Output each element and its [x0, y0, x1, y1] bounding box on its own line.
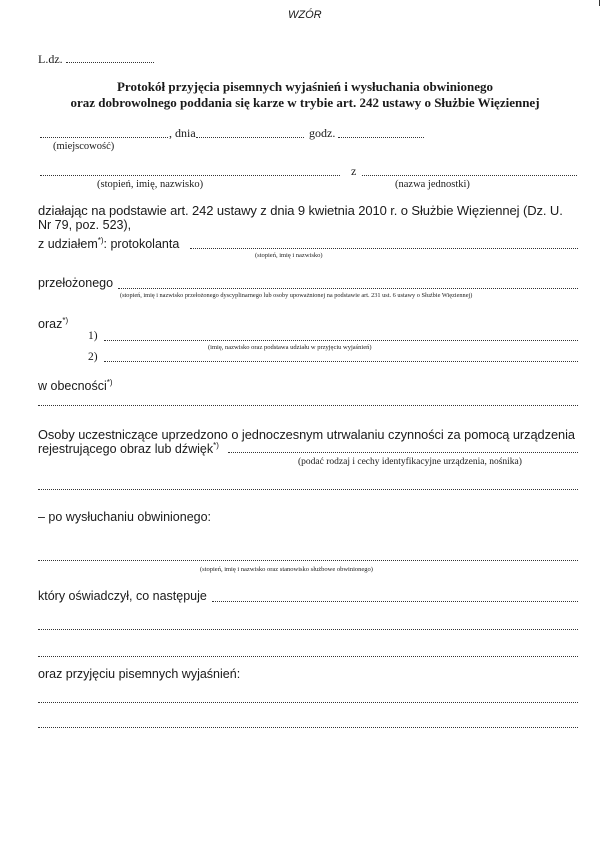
time-field[interactable]: [338, 137, 424, 138]
participant-2-field[interactable]: [104, 361, 578, 362]
footnote-mark: *): [106, 378, 113, 387]
explanations-field-2[interactable]: [38, 727, 578, 728]
place-field[interactable]: [40, 137, 168, 138]
superior-label: przełożonego: [38, 276, 114, 290]
oraz-line: [38, 316, 68, 331]
date-label: , dnia: [169, 126, 196, 140]
rank-name-caption: (stopień, imię, nazwisko): [97, 179, 204, 190]
written-explanations-label: oraz przyjęciu pisemnych wyjaśnień:: [38, 667, 241, 681]
participant-2-number: 2): [88, 351, 98, 363]
statement-label: który oświadczył, co następuje: [38, 589, 207, 603]
hearing-label: – po wysłuchaniu obwinionego:: [38, 510, 212, 524]
rank-name-field[interactable]: [40, 175, 340, 176]
recorder-caption: (stopień, imię i nazwisko): [255, 252, 323, 259]
place-caption: (miejscowość): [53, 141, 115, 152]
statement-field-1[interactable]: [212, 601, 578, 602]
title-line-2: oraz dobrowolnego poddania się karze w trybie art. 242 ustawy o Służbie Więziennej: [70, 95, 540, 110]
title-line-1: Protokół przyjęcia pisemnych wyjaśnień i wysłuchania obwinionego: [116, 79, 494, 94]
recording-line-2: [38, 441, 219, 456]
edge-mark: [599, 0, 600, 6]
basis-line-1: działając na podstawie art. 242 ustawy z dnia 9 kwietnia 2010 r. o Służbie Więziennej (Dz. U.: [38, 203, 563, 218]
participant-caption: (imię, nazwisko oraz podstawa udziału w przyjęciu wyjaśnień): [208, 344, 372, 351]
recording-label: rejestrującego obraz lub dźwięk: [38, 442, 214, 457]
date-field[interactable]: [196, 137, 304, 138]
participant-1-field[interactable]: [104, 340, 578, 341]
unit-caption: (nazwa jednostki): [395, 179, 470, 190]
unit-field[interactable]: [362, 175, 577, 176]
presence-label: w obecności: [38, 379, 107, 394]
accused-caption: (stopień, imię i nazwisko oraz stanowisko służbowe obwinionego): [200, 566, 373, 573]
device-field-2[interactable]: [38, 489, 578, 490]
presence-line: [38, 378, 113, 393]
statement-field-3[interactable]: [38, 656, 578, 657]
recording-line-1: Osoby uczestniczące uprzedzono o jednoczesnym utrwalaniu czynności za pomocą urządzenia: [38, 427, 575, 442]
footnote-mark: *): [62, 316, 69, 325]
footnote-mark: *): [213, 441, 219, 450]
basis-line-2: Nr 79, poz. 523),: [38, 218, 132, 232]
recorder-label: : protokolanta: [103, 237, 180, 252]
oraz-label: oraz: [38, 317, 63, 332]
template-label: WZÓR: [288, 9, 322, 21]
accused-field[interactable]: [38, 560, 578, 561]
z-label: z: [351, 164, 357, 178]
superior-caption: (stopień, imię i nazwisko przełożonego dyscyplinarnego lub osoby upoważnionej na podstawie art. 231 ust. 6 ustawy o Służbie Więziennej): [120, 292, 473, 299]
recorder-field[interactable]: [190, 248, 578, 249]
footnote-mark: *): [97, 236, 104, 245]
explanations-field-1[interactable]: [38, 702, 578, 703]
device-field[interactable]: [228, 452, 578, 453]
statement-field-2[interactable]: [38, 629, 578, 630]
ldz-field[interactable]: [66, 62, 154, 63]
participation-label: z udziałem: [38, 237, 98, 252]
participant-1-number: 1): [88, 330, 98, 342]
time-label: godz.: [309, 126, 336, 140]
participation-line: [38, 236, 179, 251]
ldz-label: L.dz.: [38, 52, 63, 66]
presence-field[interactable]: [38, 405, 578, 406]
superior-field[interactable]: [118, 288, 578, 289]
device-caption: (podać rodzaj i cechy identyfikacyjne urządzenia, nośnika): [298, 457, 522, 467]
